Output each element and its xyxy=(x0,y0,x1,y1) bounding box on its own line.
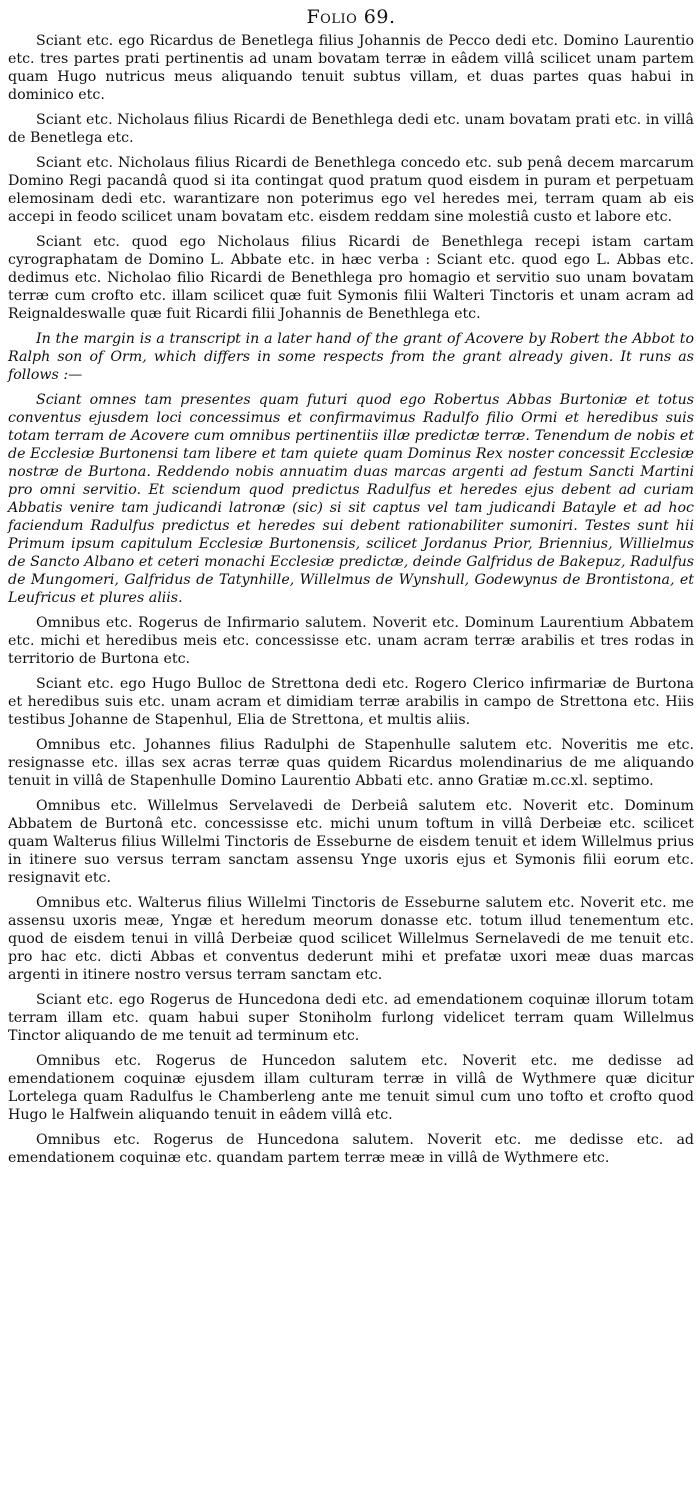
paragraph-infirmario: Omnibus etc. Rogerus de Infirmario salutem. Noverit etc. Dominum Laurentium Abbatem etc. michi et heredibus meis etc. concessisse etc. unam acram terræ arabilis et tres rodas in territorio de Burtona etc. xyxy=(8,615,694,667)
paragraph-benetlega-grant: Sciant etc. ego Ricardus de Benetlega filius Johannis de Pecco dedi etc. Domino Laurentio etc. tres partes prati pertinentis ad unam bovatam terræ in eâdem villâ scilicet unam partem quam Hugo nutricus meus aliquando tenuit subtus villam, et duas partes quas habui in dominico etc. xyxy=(8,33,694,103)
paragraph-stapenhulle: Omnibus etc. Johannes filius Radulphi de Stapenhulle salutem etc. Noveritis me etc. resignasse etc. illas sex acras terræ quas quidem Ricardus molendinarius de me aliquando tenuit in villâ de Stapenhulle Domino Laurentio Abbati etc. anno Gratiæ m.cc.xl. septimo. xyxy=(8,737,694,789)
paragraph-huncedona-wythmere: Omnibus etc. Rogerus de Huncedona salutem. Noverit etc. me dedisse etc. ad emendationem coquinæ etc. quandam partem terræ meæ in villâ de Wythmere etc. xyxy=(8,1132,694,1166)
paragraph-esseburne: Omnibus etc. Walterus filius Willelmi Tinctoris de Esseburne salutem etc. Noverit etc. me assensu uxoris meæ, Yngæ et heredum meorum donasse etc. totum illud tenementum etc. quod de eisdem tenui in villâ Derbeiæ quod scilicet Willelmus Sernelavedi de me tenuit etc. pro hac etc. dicti Abbas et conventus dederunt mihi et prefatæ uxori meæ duas marcas argenti in itinere nostro versus terram sanctam etc. xyxy=(8,895,694,983)
paragraph-huncedon-lortelega: Omnibus etc. Rogerus de Huncedon salutem etc. Noverit etc. me dedisse ad emendationem coquinæ ejusdem illam culturam terræ in villâ de Wythmere quæ dicitur Lortelega quam Radulfus le Chamberleng ante me tenuit simul cum uno tofto et crofto quod Hugo le Halfwein aliquando tenuit in eâdem villâ etc. xyxy=(8,1053,694,1123)
paragraph-acovere-transcript: Sciant omnes tam presentes quam futuri quod ego Robertus Abbas Burtoniæ et totus conventus ejusdem loci concessimus et confirmavimus Radulfo filio Ormi et heredibus suis totam terram de Acovere cum omnibus pertinentiis illæ predictæ terræ. Tenendum de nobis et de Ecclesiæ Burtonensi tam libere et tam quiete quam Dominus Rex noster concessit Ecclesiæ nostræ de Burtona. Reddendo nobis annuatim duas marcas argenti ad festum Sancti Martini pro omni servitio. Et sciendum quod predictus Radulfus et heredes ejus debent ad curiam Abbatis venire tam judicandi latronæ (sic) si sit captus vel tam judicandi Batayle et ad hoc faciendum Radulfus predictus et heredes sui debent rationabiliter sumoniri. Testes sunt hii Primum ipsum capitulum Ecclesiæ Burtonensis, scilicet Jordanus Prior, Briennius, Willielmus de Sancto Albano et ceteri monachi Ecclesiæ predictæ, deinde Galfridus de Bakepuz, Radulfus de Mungomeri, Galfridus de Tatynhille, Willelmus de Wynshull, Godewynus de Brontistona, et Leufricus et plures aliis. xyxy=(8,392,694,606)
paragraph-cyrograph: Sciant etc. quod ego Nicholaus filius Ricardi de Benethlega recepi istam cartam cyrographatam de Domino L. Abbate etc. in hæc verba : Sciant etc. quod ego L. Abbas etc. dedimus etc. Nicholao filio Ricardi de Benethlega pro homagio et servitio suo unam bovatam terræ cum crofto etc. illam scilicet quæ fuit Symonis filii Walteri Tinctoris et unam acram ad Reignaldeswalle quæ fuit Ricardi filii Johannis de Benethlega etc. xyxy=(8,234,694,322)
paragraph-bovatam-prati: Sciant etc. Nicholaus filius Ricardi de Benethlega dedi etc. unam bovatam prati etc. in villâ de Benetlega etc. xyxy=(8,112,694,146)
paragraph-servelavedi: Omnibus etc. Willelmus Servelavedi de Derbeiâ salutem etc. Noverit etc. Dominum Abbatem de Burtonâ etc. concessisse etc. michi unum toftum in villâ Derbeiæ etc. scilicet quam Walterus filius Willelmi Tinctoris de Esseburne de eisdem tenuit et idem Willelmus prius in itinere suo versus terram sanctam assensu Ynge uxoris ejus et Symonis filii eorum etc. resignavit etc. xyxy=(8,798,694,886)
paragraph-bulloc: Sciant etc. ego Hugo Bulloc de Strettona dedi etc. Rogero Clerico infirmariæ de Burtona et heredibus suis etc. unam acram et dimidiam terræ arabilis in campo de Strettona etc. Hiis testibus Johanne de Stapenhul, Elia de Strettona, et multis aliis. xyxy=(8,676,694,728)
paragraph-huncedona-stoniholm: Sciant etc. ego Rogerus de Huncedona dedi etc. ad emendationem coquinæ illorum totam terram illam etc. quam habui super Stoniholm furlong videlicet terram quam Willelmus Tinctor aliquando de me tenuit ad terminum etc. xyxy=(8,992,694,1044)
paragraph-warranty: Sciant etc. Nicholaus filius Ricardi de Benethlega concedo etc. sub penâ decem marcarum Domino Regi pacandâ quod si ita contingat quod pratum quod eisdem in puram et perpetuam elemosinam dedi etc. warantizare non poterimus ego vel heredes mei, terram quam ab eis accepi in feodo scilicet unam bovatam etc. eisdem reddam sine molestiâ custo et labore etc. xyxy=(8,155,694,225)
folio-heading: Folio 69. xyxy=(306,6,396,28)
paragraph-margin-note: In the margin is a transcript in a later hand of the grant of Acovere by Robert the Abbot to Ralph son of Orm, which differs in some respects from the grant already given. It runs as follows :— xyxy=(8,331,694,383)
